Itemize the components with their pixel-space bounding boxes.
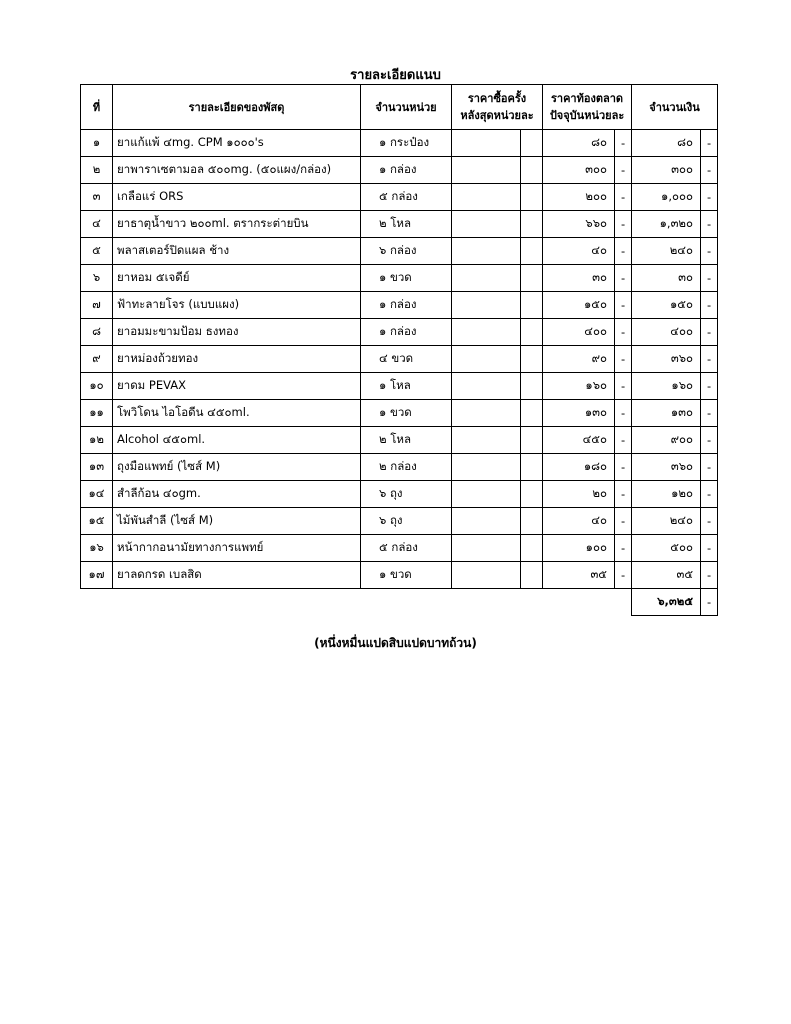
amount-fraction-cell: - [701,292,718,319]
items-body [81,130,718,616]
table-row [81,292,718,319]
market-price-cell: ๘๐ [543,130,615,157]
table-row [81,238,718,265]
amount-fraction-cell: - [701,184,718,211]
last-price-fraction-cell [521,562,543,589]
last-price-cell [452,211,521,238]
market-price-fraction-cell: - [615,184,632,211]
market-price-cell: ๔๕๐ [543,427,615,454]
item-description-cell: พลาสเตอร์ปิดแผล ช้าง [113,238,361,265]
item-quantity-cell: ๑ กล่อง [361,319,452,346]
last-price-fraction-cell [521,157,543,184]
last-price-fraction-cell [521,373,543,400]
amount-cell: ๑,๐๐๐ [632,184,701,211]
amount-fraction-cell: - [701,211,718,238]
header-quantity: จำนวนหน่วย [361,85,452,130]
item-quantity-cell: ๑ ขวด [361,400,452,427]
amount-cell: ๒๔๐ [632,238,701,265]
total-in-words: (หนึ่งหมื่นแปดสิบแปดบาทถ้วน) [314,636,477,650]
item-description-cell: สำลีก้อน ๔๐gm. [113,481,361,508]
item-quantity-cell: ๔ ขวด [361,346,452,373]
last-price-cell [452,427,521,454]
market-price-fraction-cell: - [615,211,632,238]
table-row [81,373,718,400]
market-price-fraction-cell: - [615,481,632,508]
market-price-fraction-cell: - [615,373,632,400]
header-row [81,85,718,130]
amount-fraction-cell: - [701,454,718,481]
total-fraction-cell: - [701,589,718,616]
amount-fraction-cell: - [701,157,718,184]
last-price-fraction-cell [521,184,543,211]
amount-fraction-cell: - [701,319,718,346]
last-price-fraction-cell [521,265,543,292]
amount-fraction-cell: - [701,238,718,265]
amount-cell: ๓๖๐ [632,454,701,481]
item-quantity-cell: ๒ โหล [361,211,452,238]
last-price-cell [452,373,521,400]
table-row [81,427,718,454]
item-number-cell: ๑๕ [81,508,113,535]
last-price-cell [452,184,521,211]
item-description-cell: ยาหม่องถ้วยทอง [113,346,361,373]
amount-cell: ๔๐๐ [632,319,701,346]
amount-cell: ๓๕ [632,562,701,589]
market-price-cell: ๑๐๐ [543,535,615,562]
market-price-fraction-cell: - [615,427,632,454]
item-quantity-cell: ๖ ถุง [361,508,452,535]
table-row [81,265,718,292]
item-quantity-cell: ๖ กล่อง [361,238,452,265]
item-description-cell: โพวิโดน ไอโอดีน ๔๕๐ml. [113,400,361,427]
table-row [81,508,718,535]
last-price-fraction-cell [521,346,543,373]
items-table [80,84,718,616]
amount-fraction-cell: - [701,427,718,454]
header-last-purchase-price [452,85,543,130]
table-row [81,211,718,238]
amount-cell: ๑๒๐ [632,481,701,508]
last-price-fraction-cell [521,454,543,481]
amount-cell: ๕๐๐ [632,535,701,562]
market-price-fraction-cell: - [615,319,632,346]
item-number-cell: ๑๐ [81,373,113,400]
market-price-cell: ๑๘๐ [543,454,615,481]
header-market-price-line2: ปัจจุบันหน่วยละ [549,109,625,122]
amount-fraction-cell: - [701,346,718,373]
table-row [81,454,718,481]
last-price-fraction-cell [521,481,543,508]
header-amount: จำนวนเงิน [632,85,718,130]
item-description-cell: หน้ากากอนามัยทางการแพทย์ [113,535,361,562]
amount-cell: ๘๐ [632,130,701,157]
market-price-cell: ๓๐๐ [543,157,615,184]
item-description-cell: ยาพาราเซตามอล ๕๐๐mg. (๕๐แผง/กล่อง) [113,157,361,184]
amount-fraction-cell: - [701,130,718,157]
item-quantity-cell: ๒ กล่อง [361,454,452,481]
item-quantity-cell: ๖ ถุง [361,481,452,508]
item-description-cell: ยาแก้แพ้ ๔mg. CPM ๑๐๐๐'s [113,130,361,157]
market-price-fraction-cell: - [615,157,632,184]
market-price-fraction-cell: - [615,535,632,562]
total-amount-cell: ๖,๓๒๕ [632,589,701,616]
table-row [81,400,718,427]
item-number-cell: ๑ [81,130,113,157]
item-description-cell: ยาหอม ๕เจดีย์ [113,265,361,292]
item-number-cell: ๒ [81,157,113,184]
amount-cell: ๑๖๐ [632,373,701,400]
item-number-cell: ๙ [81,346,113,373]
item-description-cell: ฟ้าทะลายโจร (แบบแผง) [113,292,361,319]
market-price-fraction-cell: - [615,292,632,319]
last-price-cell [452,265,521,292]
market-price-fraction-cell: - [615,562,632,589]
table-row [81,481,718,508]
last-price-cell [452,157,521,184]
last-price-cell [452,319,521,346]
table-row [81,319,718,346]
item-number-cell: ๕ [81,238,113,265]
amount-fraction-cell: - [701,535,718,562]
total-row [81,589,718,616]
item-description-cell: ยาธาตุน้ำขาว ๒๐๐ml. ตรากระต่ายบิน [113,211,361,238]
total-row-spacer [113,589,361,616]
item-quantity-cell: ๕ กล่อง [361,535,452,562]
market-price-cell: ๑๕๐ [543,292,615,319]
amount-cell: ๙๐๐ [632,427,701,454]
last-price-cell [452,535,521,562]
item-description-cell: ถุงมือแพทย์ (ไซส์ M) [113,454,361,481]
market-price-fraction-cell: - [615,508,632,535]
header-last-purchase-price-line1: ราคาซื้อครั้ง [467,92,527,105]
market-price-cell: ๒๐๐ [543,184,615,211]
last-price-cell [452,346,521,373]
amount-cell: ๑๓๐ [632,400,701,427]
item-quantity-cell: ๕ กล่อง [361,184,452,211]
table-row [81,346,718,373]
item-number-cell: ๔ [81,211,113,238]
header-market-price-line1: ราคาท้องตลาด [550,92,624,105]
market-price-fraction-cell: - [615,454,632,481]
last-price-fraction-cell [521,535,543,562]
item-number-cell: ๑๑ [81,400,113,427]
market-price-cell: ๔๐ [543,238,615,265]
amount-cell: ๓๖๐ [632,346,701,373]
item-quantity-cell: ๑ กระป๋อง [361,130,452,157]
market-price-fraction-cell: - [615,265,632,292]
table-row [81,535,718,562]
amount-cell: ๑,๓๒๐ [632,211,701,238]
item-number-cell: ๑๔ [81,481,113,508]
market-price-cell: ๒๐ [543,481,615,508]
item-quantity-cell: ๑ กล่อง [361,292,452,319]
total-row-spacer [81,589,113,616]
item-quantity-cell: ๑ ขวด [361,265,452,292]
market-price-cell: ๙๐ [543,346,615,373]
item-number-cell: ๑๖ [81,535,113,562]
market-price-cell: ๓๐ [543,265,615,292]
item-number-cell: ๖ [81,265,113,292]
item-number-cell: ๑๓ [81,454,113,481]
last-price-fraction-cell [521,508,543,535]
header-no: ที่ [81,85,113,130]
last-price-fraction-cell [521,238,543,265]
item-description-cell: ยาอมมะขามป้อม ธงทอง [113,319,361,346]
document-title: รายละเอียดแนบ [350,68,441,83]
item-description-cell: ไม้พันสำลี (ไซส์ M) [113,508,361,535]
item-quantity-cell: ๑ กล่อง [361,157,452,184]
last-price-fraction-cell [521,211,543,238]
amount-cell: ๓๐๐ [632,157,701,184]
header-market-price [543,85,632,130]
total-row-spacer [615,589,632,616]
last-price-cell [452,481,521,508]
last-price-cell [452,508,521,535]
item-quantity-cell: ๒ โหล [361,427,452,454]
header-description: รายละเอียดของพัสดุ [113,85,361,130]
last-price-cell [452,562,521,589]
total-row-spacer [543,589,615,616]
amount-fraction-cell: - [701,265,718,292]
total-row-spacer [452,589,521,616]
amount-fraction-cell: - [701,400,718,427]
market-price-cell: ๑๓๐ [543,400,615,427]
item-description-cell: ยาดม PEVAX [113,373,361,400]
table-row [81,157,718,184]
total-row-spacer [521,589,543,616]
amount-fraction-cell: - [701,373,718,400]
total-row-spacer [361,589,452,616]
market-price-cell: ๖๖๐ [543,211,615,238]
last-price-fraction-cell [521,292,543,319]
item-number-cell: ๗ [81,292,113,319]
market-price-cell: ๔๐ [543,508,615,535]
amount-fraction-cell: - [701,481,718,508]
table-row [81,184,718,211]
last-price-fraction-cell [521,427,543,454]
item-number-cell: ๓ [81,184,113,211]
item-number-cell: ๑๒ [81,427,113,454]
market-price-cell: ๓๕ [543,562,615,589]
last-price-fraction-cell [521,319,543,346]
amount-fraction-cell: - [701,508,718,535]
table-row [81,562,718,589]
item-description-cell: Alcohol ๔๕๐ml. [113,427,361,454]
market-price-fraction-cell: - [615,346,632,373]
last-price-cell [452,400,521,427]
last-price-cell [452,238,521,265]
market-price-fraction-cell: - [615,238,632,265]
last-price-fraction-cell [521,400,543,427]
amount-cell: ๑๕๐ [632,292,701,319]
last-price-cell [452,292,521,319]
header-last-purchase-price-line2: หลังสุดหน่วยละ [460,109,534,122]
item-description-cell: เกลือแร่ ORS [113,184,361,211]
item-number-cell: ๘ [81,319,113,346]
market-price-fraction-cell: - [615,400,632,427]
item-quantity-cell: ๑ ขวด [361,562,452,589]
table-row [81,130,718,157]
amount-cell: ๓๐ [632,265,701,292]
last-price-fraction-cell [521,130,543,157]
market-price-cell: ๔๐๐ [543,319,615,346]
last-price-cell [452,454,521,481]
amount-fraction-cell: - [701,562,718,589]
amount-cell: ๒๔๐ [632,508,701,535]
last-price-cell [452,130,521,157]
item-quantity-cell: ๑ โหล [361,373,452,400]
market-price-fraction-cell: - [615,130,632,157]
market-price-cell: ๑๖๐ [543,373,615,400]
item-description-cell: ยาลดกรด เบลสิด [113,562,361,589]
item-number-cell: ๑๗ [81,562,113,589]
